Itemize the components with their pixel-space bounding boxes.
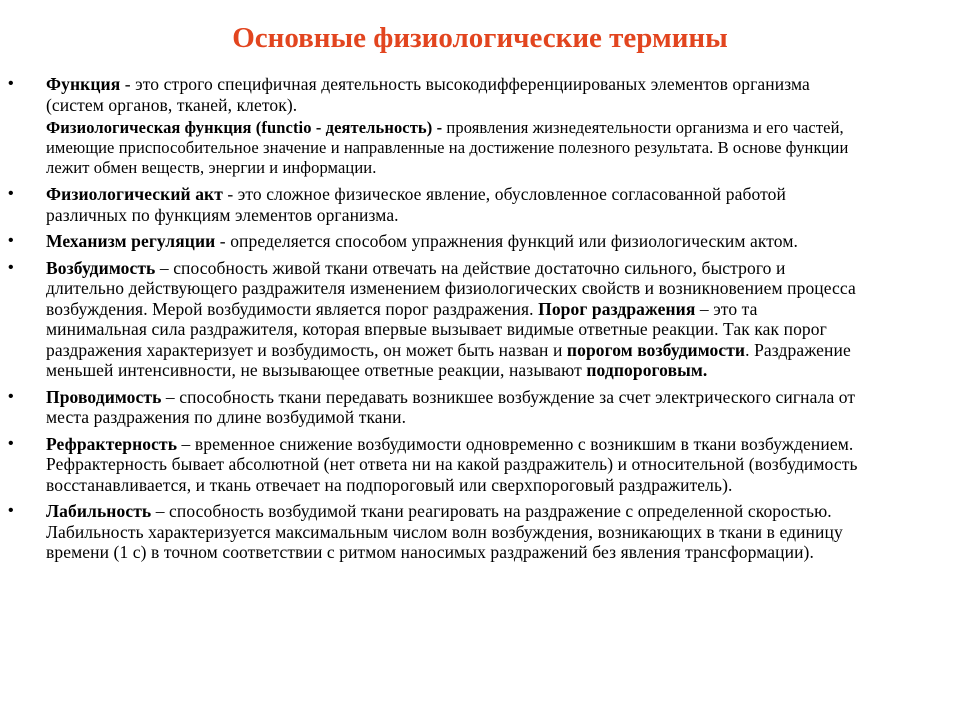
paragraph (46, 74, 858, 115)
bullet-icon: • (8, 75, 14, 92)
term-label: Физиологическая функция (functio - деятельность) - (46, 118, 443, 137)
list-item-regulation (8, 231, 858, 252)
bullet-icon: • (8, 502, 14, 519)
term-definition: – способность живой ткани отвечать на действие достаточно сильного, быстрого и длительно действующего раздражителя изменением физиологических свойств и возникновением процесса возбуждения. Мерой возбудимости является порог раздражения. (46, 257, 856, 319)
term-definition: – способность возбудимой ткани реагировать на раздражение с определенной скоростью. Лабильность характеризуется максимальным числом волн возбуждения, возникающих в ткани в единицу времени (1 с) в точном соответствии с ритмом наносимых раздражений без явления трансформации). (46, 501, 843, 562)
list-item-refractoriness (8, 434, 858, 496)
term-label: Порог раздражения (538, 298, 696, 319)
paragraph (46, 118, 858, 178)
term-label: Рефрактерность (46, 433, 178, 454)
list-item-physiological-act (8, 184, 858, 225)
term-label: Лабильность (46, 501, 152, 521)
paragraph (46, 231, 858, 252)
term-definition: проявления жизнедеятельности организма и его частей, имеющие приспособительное значение и направленные на достижение полезного результата. В основе функции лежит обмен веществ, энергии и информации. (46, 118, 849, 177)
list-item-conductivity (8, 387, 858, 428)
list-item-function (8, 74, 858, 178)
term-definition: – это та минимальная сила раздражителя, которая впервые вызывает видимые ответные реакции. Так как порог раздражения характеризует и возбудимость, он может быть назван и (46, 298, 827, 360)
bullet-icon: • (8, 387, 14, 405)
slide-title: Основные физиологические термины (232, 22, 728, 54)
bullet-icon: • (8, 434, 14, 452)
term-label: Функция (46, 74, 121, 94)
term-label: Физиологический акт (46, 184, 223, 204)
paragraph (46, 434, 858, 496)
term-definition: . Раздражение меньшей интенсивности, не вызывающее ответные реакции, называют (46, 339, 851, 380)
bullet-icon: • (8, 232, 14, 249)
term-definition: – временное снижение возбудимости одновременно с возникшим в ткани возбуждением. Рефрактерность бывает абсолютной (нет ответа ни на какой раздражитель) и относительной (возбудимость восстанавливается, и ткань отвечает на подпороговый или сверхпороговый раздражитель). (46, 433, 858, 495)
paragraph (46, 501, 858, 563)
term-label: подпороговым. (586, 360, 708, 380)
term-label: Проводимость (46, 386, 162, 407)
term-definition: - определяется способом упражнения функций или физиологическим актом. (215, 231, 798, 251)
term-label: Возбудимость (46, 257, 156, 278)
term-definition: - это сложное физическое явление, обусловленное согласованной работой различных по функциям элементов организма. (46, 184, 786, 225)
list-item-excitability (8, 258, 858, 381)
paragraph (46, 387, 858, 428)
term-label: Механизм регуляции (46, 231, 216, 251)
paragraph (46, 258, 858, 381)
term-list (8, 74, 858, 569)
paragraph (46, 184, 858, 225)
bullet-icon: • (8, 185, 14, 202)
term-label: порогом возбудимости (566, 339, 746, 360)
list-item-lability (8, 501, 858, 563)
term-definition: - это строго специфичная деятельность высокодифференциированых элементов организма (систем органов, тканей, клеток). (46, 74, 810, 115)
term-definition: – способность ткани передавать возникшее возбуждение за счет электрического сигнала от места раздражения по длине возбудимой ткани. (46, 386, 856, 427)
bullet-icon: • (8, 258, 14, 276)
